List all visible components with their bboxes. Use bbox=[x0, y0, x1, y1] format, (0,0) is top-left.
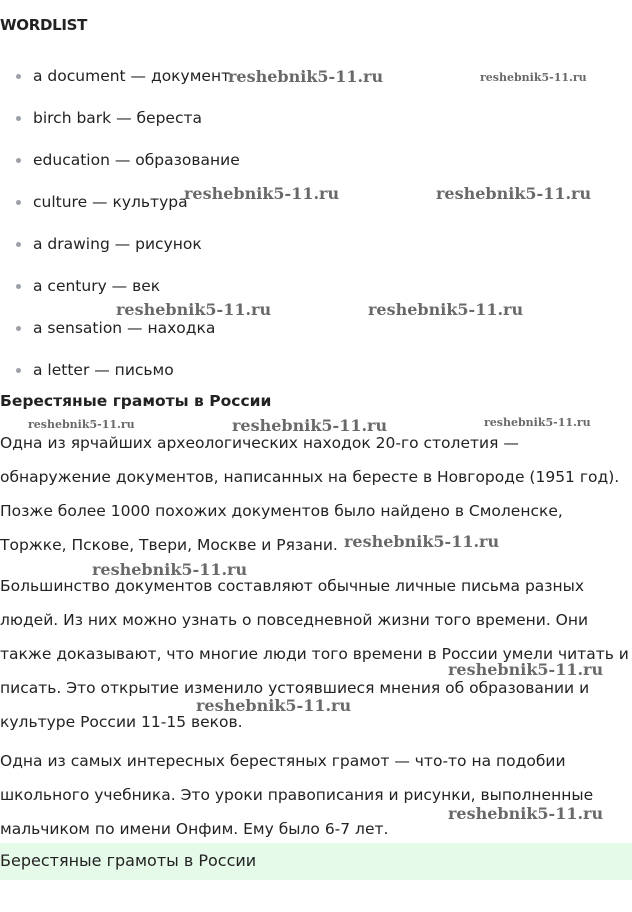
watermark: reshebnik5-11.ru bbox=[344, 532, 500, 551]
list-item bbox=[0, 274, 240, 316]
list-item bbox=[0, 190, 240, 232]
list-item-text: birch bark — береста bbox=[33, 109, 203, 127]
bullet-icon bbox=[16, 284, 21, 289]
bullet-icon bbox=[16, 74, 21, 79]
list-item-text: a letter — письмо bbox=[33, 361, 174, 379]
list-item-text: a sensation — находка bbox=[33, 319, 216, 337]
article-title: Берестяные грамоты в России bbox=[0, 392, 272, 410]
bullet-icon bbox=[16, 368, 21, 373]
watermark: reshebnik5-11.ru bbox=[196, 696, 352, 715]
watermark: reshebnik5-11.ru bbox=[480, 71, 587, 84]
list-item bbox=[0, 316, 240, 358]
bullet-icon bbox=[16, 116, 21, 121]
list-item bbox=[0, 232, 240, 274]
article-paragraph: Большинство документов составляют обычные личные письма разных людей. Из них можно узнать о повседневной жизни того времени. Они также доказывают, что многие люди того времени в России умели читать и писать. Это открытие изменило устоявшиеся мнения об образовании и культуре России 11-15 веков. bbox=[0, 577, 629, 731]
watermark: reshebnik5-11.ru bbox=[232, 416, 388, 435]
watermark: reshebnik5-11.ru bbox=[92, 560, 248, 579]
watermark: reshebnik5-11.ru bbox=[28, 418, 135, 431]
list-item-text: culture — культура bbox=[33, 193, 188, 211]
watermark: reshebnik5-11.ru bbox=[484, 416, 591, 429]
highlight-bar bbox=[0, 843, 632, 880]
list-item-text: a document — документ bbox=[33, 67, 231, 85]
wordlist-heading: WORDLIST bbox=[0, 16, 88, 34]
watermark: reshebnik5-11.ru bbox=[436, 184, 592, 203]
article-paragraph: Одна из ярчайших археологических находок 20-го столетия — обнаружение документов, написанных на бересте в Новгороде (1951 год). Позже более 1000 похожих документов было найдено в Смоленске, Торжке, Пскове, Твери, Москве и Рязани. bbox=[0, 434, 620, 554]
watermark: reshebnik5-11.ru bbox=[368, 300, 524, 319]
list-item-text: education — образование bbox=[33, 151, 240, 169]
bullet-icon bbox=[16, 200, 21, 205]
watermark: reshebnik5-11.ru bbox=[448, 804, 604, 823]
list-item bbox=[0, 148, 240, 190]
list-item-text: a drawing — рисунок bbox=[33, 235, 202, 253]
watermark: reshebnik5-11.ru bbox=[184, 184, 340, 203]
article-paragraph: Одна из самых интересных берестяных грамот — что-то на подобии школьного учебника. Это уроки правописания и рисунки, выполненные мальчиком по имени Онфим. Ему было 6-7 лет. bbox=[0, 752, 594, 838]
highlight-text[interactable]: Берестяные грамоты в России bbox=[0, 851, 257, 870]
watermark: reshebnik5-11.ru bbox=[228, 67, 384, 86]
list-item-text: a century — век bbox=[33, 277, 161, 295]
wordlist bbox=[0, 64, 240, 400]
bullet-icon bbox=[16, 326, 21, 331]
watermark: reshebnik5-11.ru bbox=[116, 300, 272, 319]
watermark: reshebnik5-11.ru bbox=[448, 660, 604, 679]
list-item bbox=[0, 64, 240, 106]
list-item bbox=[0, 106, 240, 148]
bullet-icon bbox=[16, 242, 21, 247]
bullet-icon bbox=[16, 158, 21, 163]
